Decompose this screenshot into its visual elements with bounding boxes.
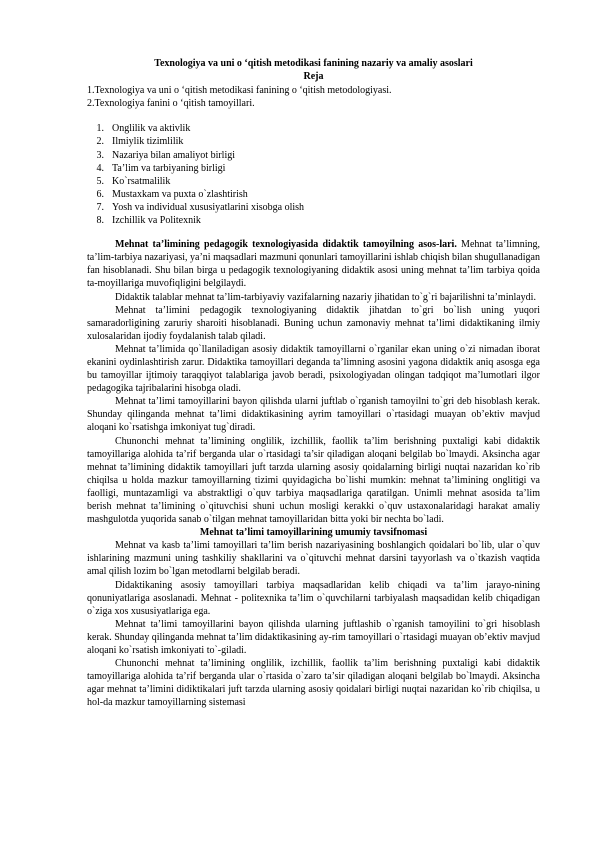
paragraph: Didaktikaning asosiy tamoyillari tarbiya maqsadlaridan kelib chiqadi va ta’lim jarayo-nining qonuniyatlariga asoslanadi. Mehnat - politexnika ta’lim o`quvchilarni tarbiyalash maqsadidan kelib chiqadigan o`ziga xos xususiyatlariga ega.	[87, 579, 540, 617]
paragraph: Mehnat ta’limining pedagogik texnologiyasida didaktik tamoyilning asos-lari. Mehnat ta’limning, ta’lim-tarbiya nazariyasi, ya’ni maqsadlari mazmuni qonunlari tamoyillarini ishlab chiqish bilan shugullanadigan fan hisoblanadi. Shu bilan birga u pedagogik texnologiyaning didaktik asosi uning mehnat ta’lim tarbiya qoida ta-moyillariga muvofiqligini belgilaydi.	[87, 239, 540, 290]
paragraph: Mehnat va kasb ta’limi tamoyillari ta’lim berish nazariyasining boshlangich qoidalari bo`lib, ular o`quv ishlarining mazmuni uning tashkiliy shakllarini va o`qituvchi mehnat darsini tayyorlash va o`tkazish vaqtida amal qilish lozim bo`lgan metodlarni belgilab beradi.	[87, 540, 540, 578]
principles-list	[87, 122, 540, 227]
plan-item: 1.Texnologiya va uni o ‘qitish metodikasi fanining o ‘qitish metodologiyasi.	[87, 85, 392, 97]
list-item: 4. Ta’lim va tarbiyaning birligi	[96, 162, 226, 174]
list-item: 1. Onglilik va aktivlik	[96, 123, 191, 135]
plan-heading: Reja	[303, 71, 324, 83]
list-item: 6. Mustaxkam va puxta o`zlashtirish	[96, 188, 248, 200]
paragraph: Mehnat ta’limini pedagogik texnologiyaning didaktik jihatdan to`gri bo`lish uning yuqori samaradorligining zaruriy sharoiti hisoblanadi. Buning uchun zamonaviy mehnat ta’limi didaktikaning ilmiy xulosalaridan ijodiy foydalanish talab qiladi.	[87, 304, 540, 342]
paragraph: Mehnat ta’limi tamoyillarini bayon qilishda ularni juftlab o`rganish tamoyilni to`gri deb hisoblash kerak. Shunday qilinganda mehnat ta’limi didaktikasining ayrim tamoyillari o`rtasidagi muayan ob’ektiv mavjud aloqani ko`rsatishga imkoniyat tug`diradi.	[87, 396, 540, 434]
list-item: 3. Nazariya bilan amaliyot birligi	[96, 149, 236, 161]
plan-item: 2.Texnologiya fanini o ‘qitish tamoyillari.	[87, 98, 255, 110]
paragraph: Didaktik talablar mehnat ta’lim-tarbiyaviy vazifalarning nazariy jihatidan to`g`ri bajarilishni ta’minlaydi.	[115, 291, 536, 303]
document-title: Texnologiya va uni o ‘qitish metodikasi fanining nazariy va amaliy asoslari	[154, 58, 473, 69]
section-heading: Mehnat ta’limi tamoyillarining umumiy tavsifnomasi	[199, 527, 428, 539]
paragraph-lead-bold: Mehnat ta’limining pedagogik texnologiyasida didaktik tamoyilning asos-lari.	[115, 239, 457, 251]
paragraph: Chunonchi mehnat ta’limining onglilik, izchillik, faollik ta’lim berishning puxtaligi kabi didaktik tamoyillariga alohida ta’rif berganda ular o`rtasida o`zaro ta’sir qiladigan aloqani belgilab bo`lmaydi. Aksincha agar mehnat ta’limini didiktikalari juft tarzda ularning asosiy qoidalari birligi nuqtai nazaridan ko`rib chiqilsa, u hol-da mazkur tamoyillarning sistemasi	[87, 658, 540, 709]
paragraph: Chunonchi mehnat ta’limining onglilik, izchillik, faollik ta’lim berishning puxtaligi kabi didaktik tamoyillariga alohida ta’rif berganda ular o`rtasidagi ta’sir qiladigan aloqani belgilab bo`lmaydi. Aksincha agar mehnat ta’limining didaktik tamoyillari juft tarzda ularning asosiy qoidalarning birligi nuqtai nazaridan ko`rib chiqilsa u holda mazkur tamoyillarning tizimi quyidagicha bo`lishi mumkin: mehnat ta’limining onglitigi va faolligi, muntazamligi va abstraktligi o`quv tarbiya maqsadlariga qaratilgan. Unimli mehnat asosida ta’lim berish mehnat ta’limining o`qituvchisi shuni uchun mosligi kerakki o`quv ustaxonalaridagi harakat amaliy mashgulotda yuqorida sanab o`tilgan mehnat tamoyillaridan bitta yoki bir nechta bo`ladi.	[87, 435, 540, 526]
paragraph: Mehnat ta’limi tamoyillarini bayon qilishda ularning juftlashib o`rganish tamoyilini to`gri hisoblash kerak. Shunday qilinganda mehnat ta’lim didaktikasining ay-rim tamoyillari o`rtasidagi muayan ob’ektiv mavjud aloqani ko`rsatish imkoniyati to`-giladi.	[87, 618, 540, 657]
list-item: 8. Izchillik va Politexnik	[96, 215, 201, 227]
list-item: 5. Ko`rsatmalilik	[96, 175, 171, 187]
plan-list	[87, 84, 540, 110]
list-item: 2. Ilmiylik tizimlilik	[96, 136, 184, 148]
paragraph: Mehnat ta’limida qo`llaniladigan asosiy didaktik tamoyillarni o`rganilar ekan uning o`zi nimadan iborat ekanini oydinlashtirish zarur. Didaktika tamoyillari deganda ta’limning asosini yagona didaktik aniq asosga ega bu tamoyillar ijtimoiy taraqqiyot talablariga javob beradi, psixologiyadan olingan tadqiqot ma’lumotlari ilgor pedagogika tajribalarini hisobga oladi.	[87, 343, 540, 395]
list-item: 7. Yosh va individual xususiyatlarini xisobga olish	[96, 201, 305, 213]
